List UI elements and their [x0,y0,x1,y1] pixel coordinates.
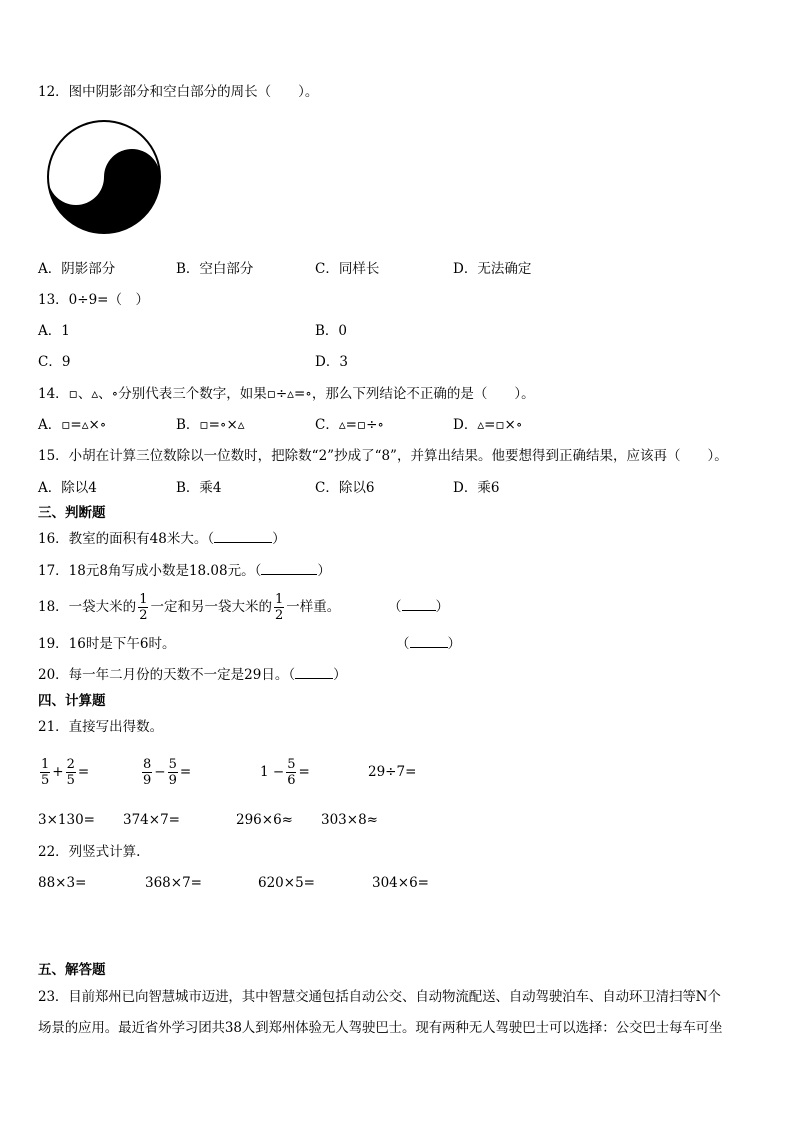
q16: 16．教室的面积有48米大。（ ） [38,531,286,547]
q21-row2-item-1: 3×130= [38,812,95,828]
q23-line-1: 23．目前郑州已向智慧城市迈进，其中智慧交通包括自动公交、自动物流配送、自动驾驶泊车、自动环卫清扫等N个 [38,989,721,1005]
q15-option-a: A．除以4 [38,480,97,496]
q14-option-c: C．▵=▫÷∘ [315,417,384,433]
q19-text: 19．16时是下午6时。 [38,636,176,652]
q17: 17．18元8角写成小数是18.08元。（ ） [38,563,331,579]
q18-text-c: 一样重。 [286,599,341,615]
q15-option-c: C．除以6 [315,480,375,496]
q21-expr-1: $\frac{1}{5}$ + $\frac{2}{5}$ = [41,757,90,788]
q21-expr-3: 1 − $\frac{5}{6}$ = [260,757,310,788]
q18-text-a: 18．一袋大米的 [38,599,137,615]
q18-answer: （ ） [388,599,449,615]
q15-stem: 15．小胡在计算三位数除以一位数时，把除数“2”抄成了“8”，并算出结果。他要想得到正确结果，应该再（ ）。 [38,448,728,464]
q21-expr-4: 29÷7= [368,764,417,780]
q21-stem: 21．直接写出得数。 [38,719,164,735]
q12-option-b: B．空白部分 [176,261,254,277]
answer-blank [261,574,317,575]
q20: 20．每一年二月份的天数不一定是29日。（ ） [38,667,347,683]
q22-item-4: 304×6= [372,875,429,891]
q13-option-d: D．3 [315,354,348,370]
q15-option-d: D．乘6 [453,480,500,496]
q17-text: 17．18元8角写成小数是18.08元。（ [38,563,262,579]
q13-option-a: A．1 [38,323,70,339]
answer-blank [410,647,448,648]
q19-answer: （ ） [396,636,461,652]
q12-stem: 12．图中阴影部分和空白部分的周长（ ）。 [38,84,319,100]
section-4-heading: 四、计算题 [38,693,106,709]
q21-row2-item-2: 374×7= [123,812,180,828]
q22-item-1: 88×3= [38,875,87,891]
answer-blank [402,610,436,611]
q12-option-c: C．同样长 [315,261,380,277]
fraction-half: $\frac{1}{2}$ [274,592,284,623]
q14-option-b: B．▫=∘×▵ [176,417,245,433]
q20-text: 20．每一年二月份的天数不一定是29日。（ [38,667,296,683]
q21-row2-item-3: 296×6≈ [236,812,293,828]
q12-option-d: D．无法确定 [453,261,532,277]
answer-blank [214,542,272,543]
answer-blank [295,678,333,679]
q18-text-b: 一定和另一袋大米的 [150,599,272,615]
q13-stem: 13．0÷9=（ ） [38,292,149,308]
q12-option-a: A．阴影部分 [38,261,116,277]
section-5-heading: 五、解答题 [38,962,106,978]
q14-option-d: D．▵=▫×∘ [453,417,523,433]
q21-row2-item-4: 303×8≈ [321,812,378,828]
q23-line-2: 场景的应用。最近省外学习团共38人到郑州体验无人驾驶巴士。现有两种无人驾驶巴士可以选择：公交巴士每车可坐 [38,1020,723,1036]
q21-expr-2: $\frac{8}{9}$ − $\frac{5}{9}$ = [143,757,192,788]
taiji-figure [45,119,163,235]
q13-option-c: C．9 [38,354,71,370]
section-3-heading: 三、判断题 [38,505,106,521]
q22-item-2: 368×7= [145,875,202,891]
q22-item-3: 620×5= [258,875,315,891]
q14-stem: 14．▫、▵、∘分别代表三个数字，如果▫÷▵=∘，那么下列结论不正确的是（ ）。 [38,386,535,402]
q13-option-b: B．0 [315,323,348,339]
q14-option-a: A．▫=▵×∘ [38,417,107,433]
q22-stem: 22．列竖式计算. [38,844,141,860]
q16-text: 16．教室的面积有48米大。（ [38,531,215,547]
q15-option-b: B．乘4 [176,480,222,496]
fraction-half: $\frac{1}{2}$ [139,592,148,623]
q18 [38,590,340,624]
